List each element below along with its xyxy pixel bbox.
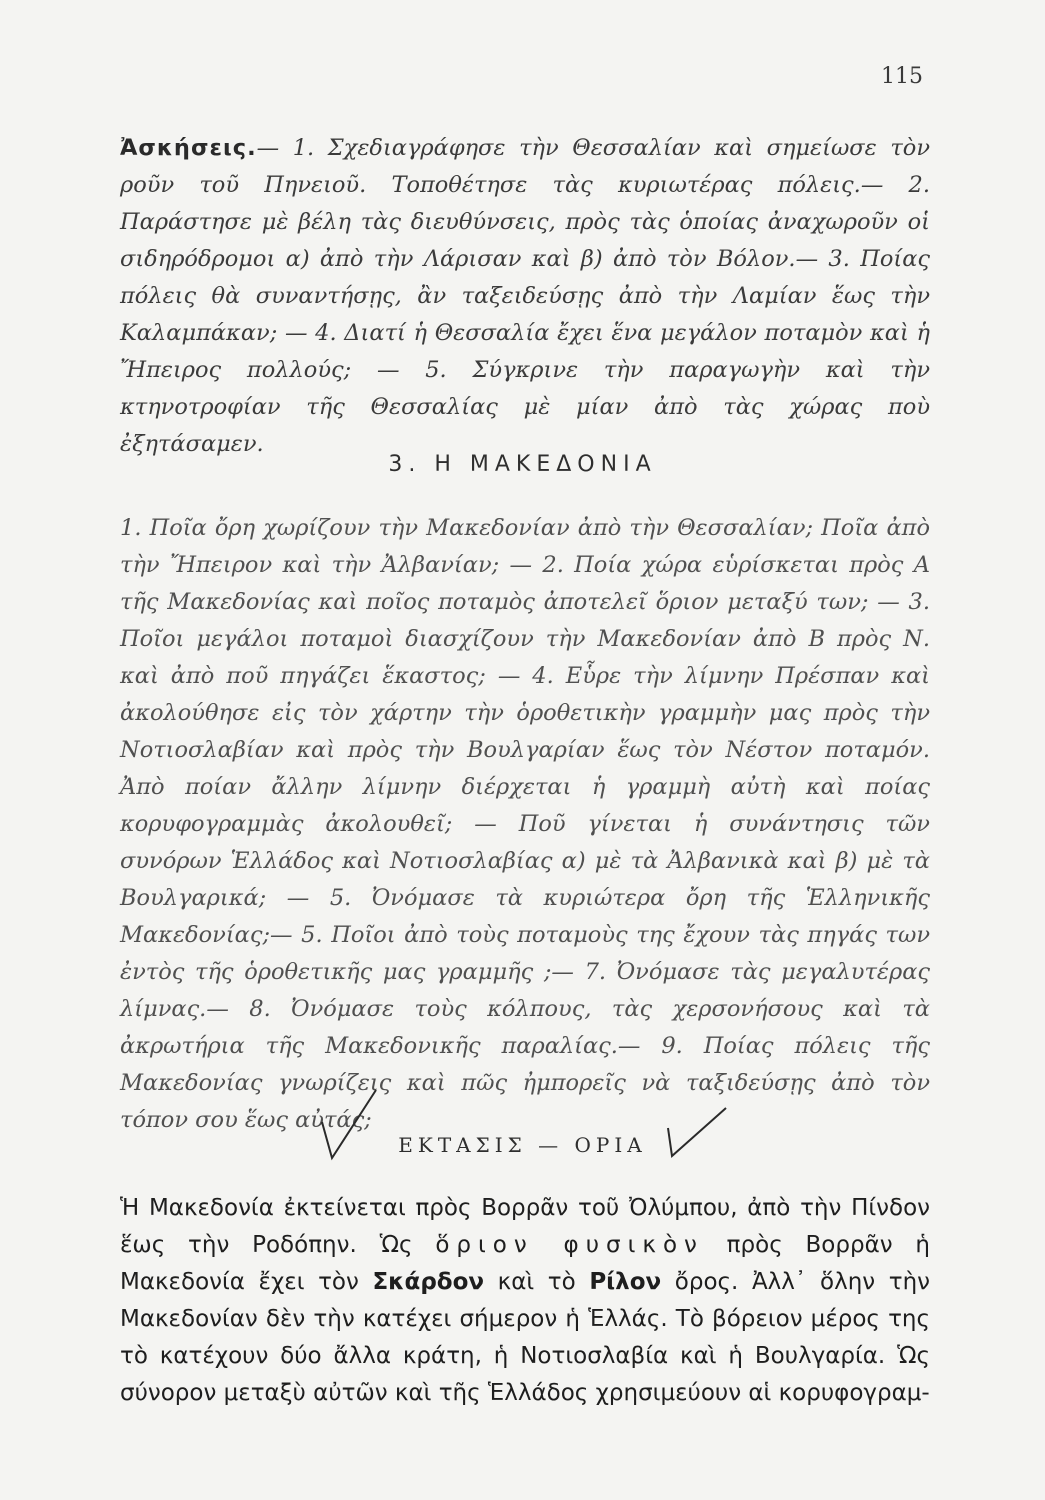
questions-paragraph: 1. Ποῖα ὄρη χωρίζουν τὴν Μακεδονίαν ἀπὸ τὴν Θεσσαλίαν; Ποῖα ἀπὸ τὴν Ἤπειρον καὶ τὴν Ἀλβανίαν; — 2. Ποία χώρα εὑρίσκεται πρὸς Α τῆς Μακεδονίας καὶ ποῖος ποταμὸς ἀποτελεῖ ὅριον μεταξύ των; — 3. Ποῖοι μεγάλοι ποταμοὶ διασχίζουν τὴν Μακεδονίαν ἀπὸ Β πρὸς Ν. καὶ ἀπὸ ποῦ πηγάζει ἕκαστος; — 4. Εὗρε τὴν λίμνην Πρέσπαν καὶ ἀκολούθησε εἰς τὸν χάρτην τὴν ὁροθετικὴν γραμμὴν μας πρὸς τὴν Νοτιοσλαβίαν καὶ πρὸς τὴν Βουλγαρίαν ἕως τὸν Νέστον ποταμόν. Ἀπὸ ποίαν ἄλλην λίμνην διέρχεται ἡ γραμμὴ αὐτὴ καὶ ποίας κορυφογραμμὰς ἀκολουθεῖ; — Ποῦ γίνεται ἡ συνάντησις τῶν συνόρων Ἑλλάδος καὶ Νοτιοσλαβίας α) μὲ τὰ Ἀλβανικὰ καὶ β) μὲ τὰ Βουλγαρικά; — 5. Ὀνόμασε τὰ κυριώτερα ὄρη τῆς Ἑλληνικῆς Μακεδονίας;— 5. Ποῖοι ἀπὸ τοὺς ποταμοὺς της ἔχουν τὰς πηγάς των ἐντὸς τῆς ὁροθετικῆς μας γραμμῆς ;— 7. Ὀνόμασε τὰς μεγαλυτέρας λίμνας.— 8. Ὀνόμασε τοὺς κόλπους, τὰς χερσονήσους καὶ τὰ ἀκρωτήρια τῆς Μακεδονικῆς παραλίας.— 9. Ποίας πόλεις τῆς Μακεδονίας γνωρίζεις καὶ πῶς ἠμπορεῖς νὰ ταξιδεύσῃς ἀπὸ τὸν τόπον σου ἕως αὐτάς; xyxy=(120,515,930,1133)
section-title: 3. Η ΜΑΚΕΔΟΝΙΑ xyxy=(388,452,657,477)
mountain-skardos: Σκάρδον xyxy=(372,1269,485,1295)
body-text-3: καὶ τὸ xyxy=(484,1269,590,1295)
exercises-label: Ἀσκήσεις. xyxy=(120,135,257,161)
exercises-text: — 1. Σχεδιαγράφησε τὴν Θεσσαλίαν καὶ σημείωσε τὸν ροῦν τοῦ Πηνειοῦ. Τοποθέτησε τὰς κυριωτέρας πόλεις.— 2. Παράστησε μὲ βέλη τὰς διευθύνσεις, πρὸς τὰς ὁποίας ἀναχωροῦν οἱ σιδηρόδρομοι α) ἀπὸ τὴν Λάρισαν καὶ β) ἀπὸ τὸν Βόλον.— 3. Ποίας πόλεις θὰ συναντήσῃς, ἂν ταξειδεύσῃς ἀπὸ τὴν Λαμίαν ἕως τὴν Καλαμπάκαν; — 4. Διατί ἡ Θεσσαλία ἔχει ἕνα μεγάλον ποταμὸν καὶ ἡ Ἤπειρος πολλούς; — 5. Σύγκρινε τὴν παραγωγὴν καὶ τὴν κτηνοτροφίαν τῆς Θεσσαλίας μὲ μίαν ἀπὸ τὰς χώρας ποὺ ἐξητάσαμεν. xyxy=(120,135,930,457)
body-text-1: Ἡ Μακεδονία ἐκτείνεται πρὸς Βορρᾶν τοῦ Ὀλύμπου, ἀπὸ τὴν Πίνδον ἕως τὴν Ροδόπην. Ὡς xyxy=(120,1195,930,1258)
mountain-rilon: Ρίλον xyxy=(589,1269,662,1295)
body-text-4: ὄρος. Ἀλλ᾽ ὅλην τὴν Μακεδονίαν δὲν τὴν κατέχει σήμερον ἡ Ἑλλάς. Τὸ βόρειον μέρος της τὸ κατέχουν δύο ἄλλα κράτη, ἡ Νοτιοσλαβία καὶ ἡ Βουλγαρία. Ὡς σύνορον μεταξὺ αὐτῶν καὶ τῆς Ἑλλάδος χρησιμεύουν αἱ κορυφογραμ- xyxy=(120,1269,931,1406)
body-paragraph xyxy=(120,1190,930,1412)
page-number: 115 xyxy=(881,64,923,89)
subheading: ΕΚΤΑΣΙΣ — ΟΡΙΑ xyxy=(398,1133,647,1157)
body-text-2: πρὸς Βορρᾶν ἡ Μακεδονία ἔχει τὸν xyxy=(120,1232,930,1295)
exercises-paragraph xyxy=(120,130,930,463)
checkmark-right-icon xyxy=(660,1088,730,1163)
body-spaced-term: ὅριον φυσικὸν xyxy=(435,1232,704,1258)
